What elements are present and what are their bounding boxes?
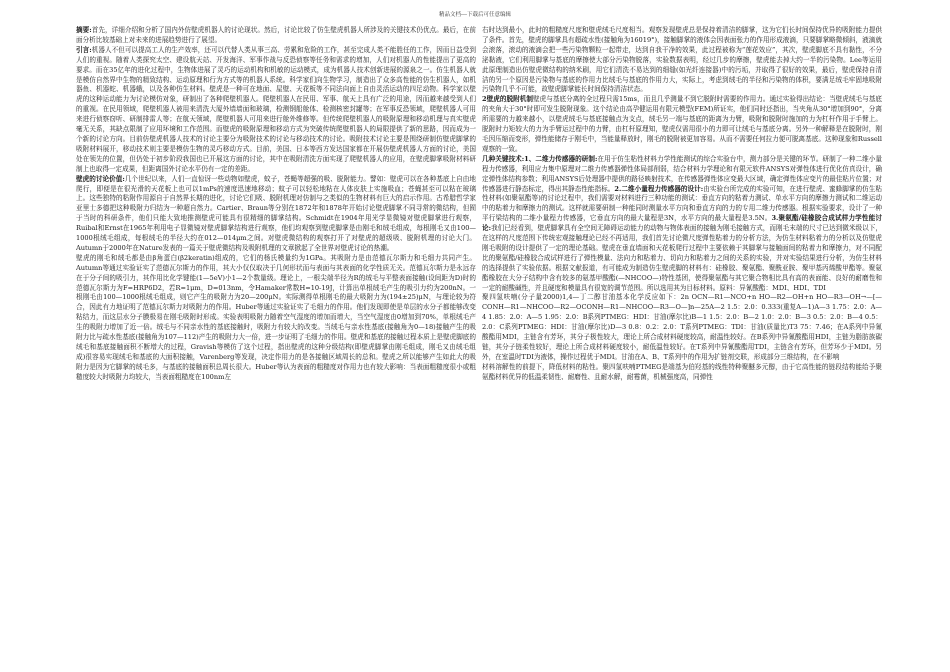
closing-paragraph (482, 363, 882, 383)
self-cleaning-paragraph (482, 26, 882, 95)
key-tech-label: 几种关键技术: (482, 154, 525, 163)
detachment-text: 壁虎与基底分离的全过程只需15ms，而且几乎测量不到它脱附时需要的作用力。通过实验得出结论：当壁虎绒毛与基底的夹角大于30°时即可发生脱附现象。这个结论由高孕健运用有限元模型(FEM)所证实，他们同时还指出，当夹角从30°增加到90°，分离所需要的力越来越小，以壁虎绒毛与基底接触点为支点，绒毛另一端与基底的距离为力臂，吸附和脱附时施加的力为杠杆作用于手臂上。脱附时力矩较大的力为手臂运过程中的力臂，由杠杆原理知，壁虎仅需用很小的力即可让绒毛与基底分离。另外一种解释是在脱附时，刚毛因压缩而变形，弹性能储存于刚毛中，当能量释放时，刚毛的脱附被更加容易。从而不需要任何拉力便可脱离基底。这种现象和Russell观察的一致。 (482, 95, 882, 153)
abstract-text: 首先，详细介绍和分析了国内外仿壁虎机器人的讨论现状。然后，讨论比较了仿生壁虎机器人所涉及的关键技术仍优点。最后，在前面分析比较基础上对未来的进展趋势进行了展望。 (76, 26, 476, 44)
right-column (482, 26, 882, 666)
left-column (76, 26, 476, 666)
adhesion-text: 壁虎的刚毛和绒毛都是由β角蛋白(β2keratin)组成的，它们的杨氏模量约为1GPa。其吸附力是由范德瓦尔斯力和毛细力共同产生。Autumn等通过实验证实了范德瓦尔斯力的作用，其大小仅仅取决于几何形状而与表面与其表面的化学性质无关。范德瓦尔斯力是永远存在于分子间的吸引力，其作用比化学键能(1—5eV)小1—2个数量级。理论上，一根尖端半径为R的绒毛与平整表面接触(设间距为D)时的范德瓦尔斯力为F=HRP6D2，若R=1μm，D=013nm，令Hamaker常数H=10-19J，计算出单根绒毛产生的吸引力约为200nN。一根刚毛由100—1000根绒毛组成，则它产生的吸附力为20—200μN。实际测得单根刚毛的最大吸附力为(194±25)μN，与理论较为符合，因此有力地证明了范德瓦尔斯力对吸附力的作用。Huber等通过实验证实了毛细力的作用。他们发现即使是单层的水分子都能够改变粘结力，而这层水分子膜极易在刚毛吸附时形成。实验表明吸附力随着空气湿度的增加而增大，当空气湿度由0增加到70%，单根绒毛产生的吸附力增加了近一倍。绒毛与不同亲水性的基底接触时，吸附力有较大的改变。当绒毛与亲水性基底(接触角为0—18)接触产生的吸附力比与疏水性基底(接触角为107—112)产生的吸附力大一倍，进一步证明了毛细力的作用。壁虎和基底的接触过程本质上是壁虎脚底的绒毛和基底接触面积不断增大的过程，Gravish等模仿了这个过程，指出壁虎的这种分级结构(即壁虎脚掌由刚毛组成，刚毛又由绒毛组成)很容易实现绒毛和基底的大面积接触，Varenberg等发现，决定作用力的是各接触区域周长的总和。壁虎之所以能够产生如此大的吸附力是因为它脚掌的绒毛多，与基底的接触面积总周长很大。Huber等认为表面的粗糙度对作用力也有较大影响：当表面粗糙度很小或粗糙度较大时吸附力均较大，当表面粗糙度在100nm左 (76, 253, 476, 381)
self-cleaning-text: 右时达到最小，此时的粗糙度尺度和壁虎绒毛尺度相当。观察发现壁虎总是保持着清洁的脚掌，这为它们长时间保持优异的吸附能力提供了条件。首先，壁虎的脚掌具有超疏水性(接触角为16019°)，接触脚掌的液体会因表面张力的作用形成液滴，只要脚掌略微倾斜，液滴就会滚落，滚动的液滴会把一些污染物颗粒一起带走，达到自我干净的效果，此过程被称为“莲花效应”，其次，壁虎脚底不具有黏性，不分泌黏液，它们利用脚掌与基底的摩擦使大部分污染物脱落，实验数据表明，经过几步的摩擦，壁虎能去掉大约一半的污染物。Lee等运用此原理制造出仿壁虎微结构的纳米刷，用它们清洗不易达到的细缝(如光纤连接器)中的污垢，并取得了很好的效果，最后，壁虎保持自清洁的另一个原因是污染物与基底的作用力比绒毛与基底的作用力大，实际上，考虑到绒毛的半径和污染物的体积，要满足绒毛牢固地吸附污染物几乎不可能，故壁虎脚掌能长时间保持清洁状态。 (482, 26, 882, 94)
research-value-label: 壁虎的讨论价值: (76, 174, 125, 183)
sensor-dev-text: 在用于仿生粘性材料力学性能测试的综合实验台中，测力部分是关键的环节。研制了一种二维小量程力传感器，利用应力集中原理对二维力传感器弹性体局部削弱，结合材料力学理论和有限元软件ANSYS对弹性体进行优化仿真设计，确定弹性体结构参数；利用ANSYS后处理器中提供的路径映射技术，在传感器弹性体应变最大区域，确定弹性体应变片的最佳粘片位置；对传感器进行静态标定，得出其静态性能指标。 (482, 154, 882, 193)
sensor-design-label: 2.二维小量程力传感器的设计: (614, 184, 704, 193)
research-value-text: 几个世纪以来，人们一直惊讶一些动物如壁虎，蚊子，苍蝇等超强的吸、脱附能力。譬如：壁虎可以在各种基底上自由地爬行，即便是在很光滑的天花板上也可以1mPs的速度迅速地移动；蚊子可以轻松地粘在人体皮肤上实施吸血；苍蝇甚至可以粘在玻璃上。这些独特的粘附作用源自于自然界长期的进化，讨论它们吸、脱附机理对仿制与之类似的生物材料有巨大的启示作用。古希腊哲学家亚里士多德把这种吸附力归结为一种超自然力。Cartier、Braun等分别在1872年和1878年开始讨论壁虎脚掌不同寻常的微结构，但囿于当时的科研条件，他们只能大致地推测壁虎可能具有很精细的脚掌结构。Schmidt在1904年用光学显微镜对壁虎脚掌进行观察，Ruibal和Ernst在1965年利用电子显微镜对壁虎脚掌结构进行观察，他们均观察到壁虎脚掌是由刚毛和绒毛组成，每根刚毛又由100—1000根绒毛组成，每根绒毛的半径大约在012—014μm之间。对壁虎微结构的观察打开了对壁虎的超级吸、脱附机理的讨论大门。Autumn于2000年在Nature发表的一篇关于壁虎微结构及吸附机理的文章掀起了全世界对壁虎讨论的热潮。 (76, 174, 476, 252)
intro-text: 机器人不但可以提高工人的生产效率，还可以代替人类从事三高、劳累和危险的工作，甚至完成人类不能胜任的工作，因而日益受到人们的重视。随着人类探究太空、建设航天站、开发海洋、军事作战与反恐侦察等任务和需求的增加，人们对机器人的性能提出了更高的要求。而在35亿年的进化过程中，生物体进展了灵巧的运动机构和机敏的运动模式，成为机器人技术创新进展的源泉之一。仿生机器人就是模仿自然界中生物的精致结构、运动原理和行为方式等的机器人系统。科学家们向生物学习，制造出了众多高性能的仿生机器人，如机器鱼、机器蛇、机器蛾，以及各种仿生材料。壁虎是一种可在地面、屋壁、天花板等不同法向面上自由灵活运动的四足动物。科学家以壁虎的这种运动能力为讨论模仿对象，研制出了各种爬壁机器人。爬壁机器人在民用、军事、航天上具有广泛的用途，因而越来越受到人们的重视。在民用领域，爬壁机器人被用来清洗大厦外墙墙面和玻璃，检测钢船舱体、检测核密封罐等；在军事反恐领域，爬壁机器人可用来进行侦察窃听、研制排雷人等；在航天领域，爬壁机器人可用来进行舱外维修等。但传统爬壁机器人的吸附原理和移动机理与真实壁虎毫无关系，其缺点限制了应用环境和工作范围。而壁虎的吸附原理和移动方式为突破传统爬壁机器人的局限提供了新的思路，因而成为一个新的讨论方向。目前仿壁虎机器人技术的讨论主要分为吸附技术的讨论与移动技术的讨论。吸附技术讨论主要是围绕研制仿壁虎脚掌的吸附材料展开，移动技术则主要是模仿生物的灵巧移动方式。目前，美国、日本等西方发达国家都在开展仿壁虎机器人方面的讨论，美国处在领先的位置，但仍处于初步阶段我国也已开展这方面的讨论，其中在吸附清洗方面实现了爬壁机器人的应用，在壁虎脚掌吸附材料研制上也取得一定成果，但距离国外讨论水平仍有一定的差距。 (76, 45, 476, 173)
detachment-paragraph (482, 95, 882, 154)
formula-paragraph (482, 293, 882, 362)
abstract-label: 摘要: (76, 26, 92, 34)
detachment-label: 2壁虎的脱附机制 (482, 95, 533, 104)
page-header: 精品文档---下载后可任意编辑 (439, 12, 511, 18)
research-value-paragraph (76, 175, 476, 254)
formula-text: 聚四氢呋喃(分子量2000)1,4—丁二醇甘油基本化学反应如下：2n OCN—R1—NCO+n HO—R2—OH+n HO—R3—OH→—[—CONH—R1—NHCOO—R2—OCONH—R1—NHCOO—R3—O—]n—25A—2 1.5：2.0：0.333(重复A—1)A—3 1.75：2.0：A—4 1.85：2.0：A—5 1.95：2.0：B系列PTMEG：HDI：甘油(摩尔比)B—1 1.5：2.0：B—2 1.0：2.0：B—3 0.5：2.0：B—4 0.5：2.0：C系列PTMEG：HDI：甘油(摩尔比)D—3 0.8：0.2：2.0：T系列PTMEG：TDI：甘油(质量比)T3 75：7.46；在A系列中异氰酸酯用MDI，主链含有芳环，其分子极性较大，理论上所合成材料硬度较高，耐温性较好。在B系列中异氰酸酯用HDI，主链为脂肪族碳链，其分子链柔性较好，理论上所合成材料硬度较小，耐低温性较好。在T系列中异氰酸酯用TDI，主链含有芳环，但芳环少于MDI。另外，在室温时TDI为液体，操作过程优于MDI。甘油在A、B、T系列中的作用为扩链剂交联，形成部分三维结构，在不影响 (482, 293, 882, 361)
material-study-text: 我们已经看到，壁虎脚掌具有全空间无障碍运动能力的动物与物体表面的接触为刚毛接触方式，而刚毛末端的尺寸已达到微米级以下，在这样的尺度范围下传统宏观接触理论已经不再适用，我们首先讨论微尺度弹性粘着力的分析方法，为仿生材料粘着力的分析以及仿壁虎刚毛吸附的设计提供了一定的理论基础。壁虎在垂直墙面和天花板爬行过程中主要依赖于其脚掌与接触面间的粘着力和摩擦力，对不同配比的聚氨酯/硅橡胶合成试样进行了弹性模量、法向力和粘着力、切向力和粘着力之间的关系的实验，并对实验结果进行分析，为仿生材料的选择提供了实验依据。根据文献报道，有可能成为制造仿生壁虎脚的材料有：硅橡胶、聚氨酯、聚酰亚胺、聚甲基丙烯酸甲酯等。聚氨酯橡胶在大分子结构中含有较多的氨基甲酸酯(—NHCOO—)特性基团，使得聚氨酯与其它聚合物相比具有高的表面能、良好的耐磨性和一定的耐酸碱性，并且硬度和模量具有很宽的调节范围。所以选用其为目标材料。原料：异氰酸酯：MDI、HDI、TDI (482, 224, 882, 292)
sensor-design-text: 由实验台所完成的实验可知，在进行壁虎、蜜蜂脚掌的仿生粘性材料(如聚氨酯等)的讨论过程中，我们需要对材料进行三种功能的测试：垂直方向的粘着力测试、单水平方向的摩擦力测试和二维运动中的粘着力和摩擦力的测试。这样就需要研制一种能同时测量水平方向和垂直方向的力的专用二维力传感器。根据实验要求，设计了一种平行梁结构的二维小量程力传感器，它垂直方向的最大量程是3N，水平方向的最大量程是3.5N。 (482, 184, 882, 223)
material-study-label: 3.聚氨酯/硅橡胶合成试样力学性能讨论: (482, 214, 882, 233)
intro-label: 引言: (76, 45, 92, 54)
key-tech-paragraph (482, 155, 882, 294)
sensor-dev-label: 1、二维力传感器的研制: (524, 154, 598, 163)
intro-paragraph (76, 46, 476, 175)
abstract-paragraph (76, 26, 476, 46)
closing-text: 材料溶解性的前提下，降低材料的粘性。聚四氢呋喃PTMEG是端基为伯羟基的线性特种聚醚多元醇，由于它高性能的链段结构能给予聚氨酯材料优异的低温柔韧性、耐磨性、且耐水解，耐霉菌，机械强度高，同弹性 (482, 362, 882, 381)
adhesion-paragraph (76, 254, 476, 383)
